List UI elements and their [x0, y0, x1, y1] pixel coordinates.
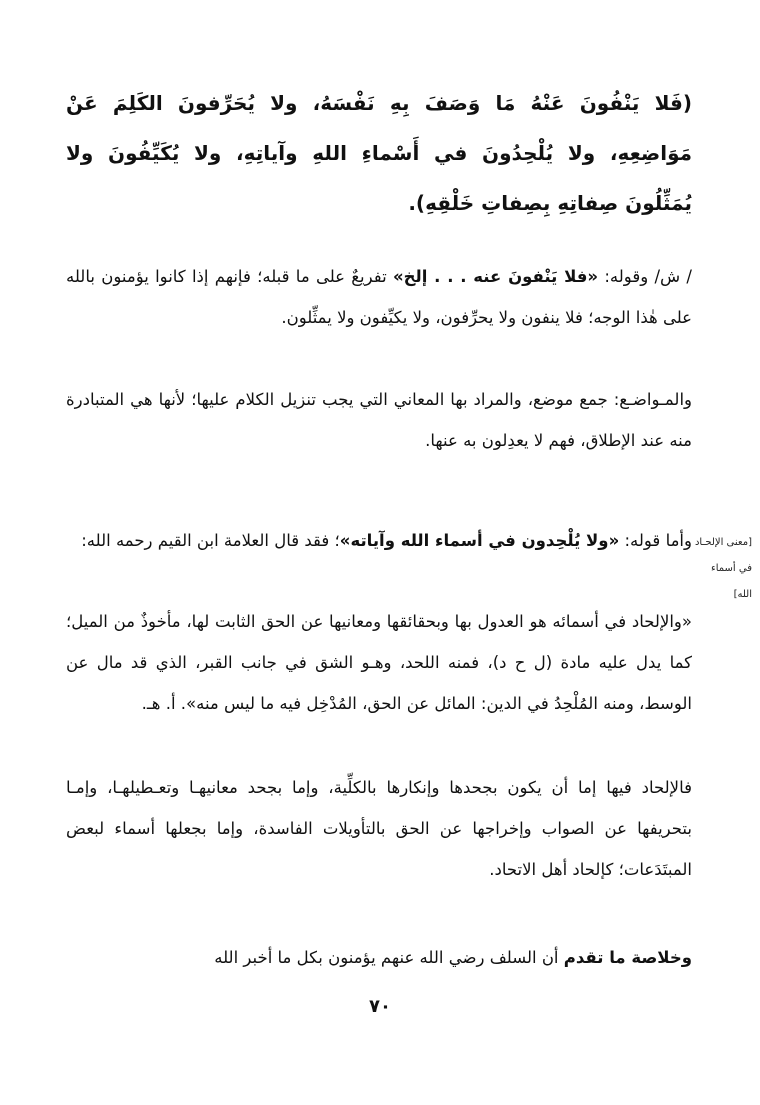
sharh-6-lead: وخلاصة ما تقدم [563, 948, 692, 967]
sharh-6-rest: أن السلف رضي الله عنهم يؤمنون بكل ما أخبر الله [214, 948, 564, 967]
sharh-1-quote: «فلا يَنْفونَ عنه . . . إلخ» [392, 267, 599, 286]
sharh-3-rest: ؛ فقد قال العلامة ابن القيم رحمه الله: [81, 531, 340, 550]
sharh-paragraph-6 [66, 937, 692, 978]
sharh-paragraph-4: «والإلحاد في أسمائه هو العدول بها وبحقائقها ومعانيها عن الحق الثابت لها، مأخوذٌ من الميل؛ كما يدل عليه مادة (ل ح د)، فمنه اللحد، وهـو الشق في جانب القبر، الذي قد مال عن الوسط، ومنه المُلْحِدُ في الدين: المائل عن الحق، المُدْخِل فيه ما ليس منه». أ. هـ. [66, 612, 692, 713]
sharh-1-prefix: / ش/ وقوله: [598, 267, 692, 286]
sharh-1-rest: تفريعٌ على ما قبله؛ فإنهم إذا كانوا يؤمنون بالله على هٰذا الوجه؛ فلا ينفون ولا يحرِّفون، ولا يكيِّفون ولا يمثِّلون. [66, 267, 692, 327]
margin-note: [معنى الإلحـاد في أسماء الله] [694, 537, 752, 600]
sharh-paragraph-5: فالإلحاد فيها إما أن يكون بجحدها وإنكارها بالكلِّية، وإما بجحد معانيهـا وتعـطيلهـا، وإمـا بتحريفها عن الصواب وإخراجها عن الحق بالتأويلات الفاسدة، وإما بجعلها أسماء لبعض المبتَدَعات؛ كإلحاد أهل الاتحاد. [66, 778, 692, 879]
sharh-paragraph-2: والمـواضـع: جمع موضع، والمراد بها المعاني التي يجب تنزيل الكلام عليها؛ لأنها هي المتبادرة منه عند الإطلاق، فهم لا يعدِلون به عنها. [66, 390, 692, 450]
sharh-paragraph-1 [66, 256, 692, 338]
sharh-3-prefix: وأما قوله: [619, 531, 692, 550]
sharh-3-quote: «ولا يُلْحِدون في أسماء الله وآياته» [339, 531, 620, 550]
sharh-paragraph-3 [66, 520, 692, 561]
matn-text: (فَلا يَنْفُونَ عَنْهُ مَا وَصَفَ بِهِ نَفْسَهُ، ولا يُحَرِّفونَ الكَلِمَ عَنْ مَوَاضِعِهِ، ولا يُلْحِدُونَ في أَسْماءِ اللهِ وآياتِهِ، ولا يُكَيِّفُونَ ولا يُمَثِّلُونَ صِفاتِهِ بِصِفاتِ خَلْقِهِ). [66, 91, 692, 215]
page-number: ٧٠ [369, 996, 391, 1017]
